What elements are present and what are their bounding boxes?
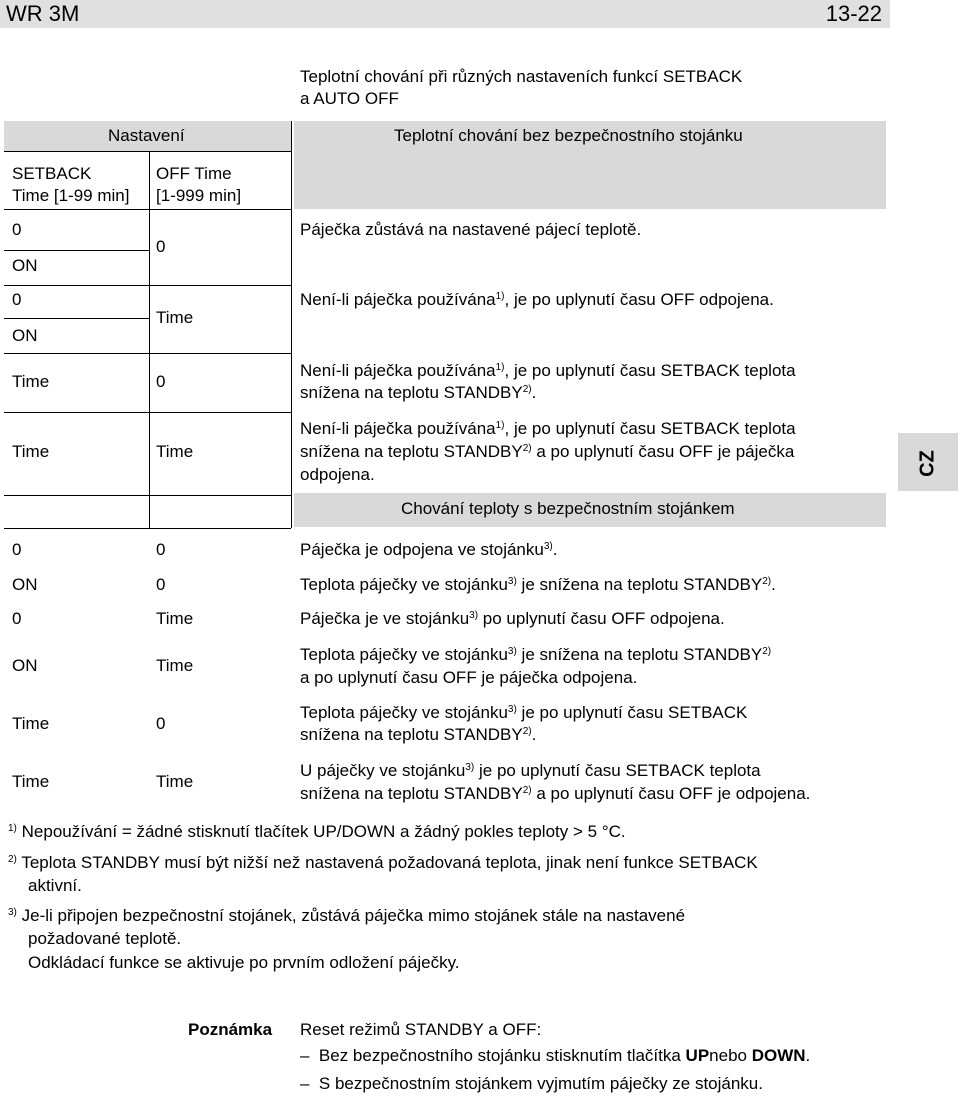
row1-offtime: 0 <box>156 237 166 256</box>
row4-text-line1: Není-li páječka používána$^{1)}$, je po uplynutí času SETBACK teplota <box>300 419 796 438</box>
footnote-1: $^{1)}$ Nepoužívání = žádné stisknutí tlačítek UP/DOWN a žádný pokles teploty > 5 °C. <box>8 822 626 841</box>
srow6-text-line2: snížena na teplotu STANDBY$^{2)}$ a po uplynutí času OFF je odpojena. <box>300 784 811 803</box>
grid-line <box>4 151 291 152</box>
row3-text-line1: Není-li páječka používána$^{1)}$, je po uplynutí času SETBACK teplota <box>300 361 796 380</box>
srow1-setback: 0 <box>12 540 22 559</box>
grid-line <box>4 209 291 210</box>
language-tab <box>898 433 958 491</box>
row3-setback: Time <box>12 372 50 391</box>
srow1-offtime: 0 <box>156 540 166 559</box>
row1-setback-b: ON <box>12 256 38 275</box>
page-header <box>0 0 890 28</box>
row2-setback-a: 0 <box>12 290 22 309</box>
grid-line <box>4 353 291 354</box>
srow1-text: Páječka je odpojena ve stojánku$^{3)}$. <box>300 540 558 559</box>
row2-setback-b: ON <box>12 326 38 345</box>
row3-text-line2: snížena na teplotu STANDBY$^{2)}$. <box>300 383 537 402</box>
grid-line <box>4 412 291 413</box>
setback-header-line1: SETBACK <box>12 164 92 183</box>
row4-offtime: Time <box>156 442 194 461</box>
page-number: 13-22 <box>825 1 882 26</box>
srow5-setback: Time <box>12 714 50 733</box>
srow3-offtime: Time <box>156 609 194 628</box>
srow2-text: Teplota páječky ve stojánku$^{3)}$ je snížena na teplotu STANDBY$^{2)}$. <box>300 575 776 594</box>
footnote-3-line3: Odkládací funkce se aktivuje po prvním odložení páječky. <box>28 953 460 972</box>
srow2-offtime: 0 <box>156 575 166 594</box>
srow5-offtime: 0 <box>156 714 166 733</box>
offtime-header-line1: OFF Time <box>156 164 232 183</box>
note-item-2: – S bezpečnostním stojánkem vyjmutím páječky ze stojánku. <box>300 1074 763 1093</box>
note-label: Poznámka <box>188 1020 273 1039</box>
language-tab-label: CZ <box>916 450 939 477</box>
row2-offtime: Time <box>156 308 194 327</box>
grid-line <box>4 495 291 496</box>
note-title: Reset režimů STANDBY a OFF: <box>300 1020 542 1039</box>
document-code: WR 3M <box>6 1 80 26</box>
srow4-text-line1: Teplota páječky ve stojánku$^{3)}$ je snížena na teplotu STANDBY$^{2)}$ <box>300 645 772 664</box>
grid-line <box>4 318 149 319</box>
srow6-offtime: Time <box>156 772 194 791</box>
footnote-2-line1: $^{2)}$ Teplota STANDBY musí být nižší než nastavená požadovaná teplota, jinak není funkce SETBACK <box>8 853 758 872</box>
row4-text-line2: snížena na teplotu STANDBY$^{2)}$ a po uplynutí času OFF je páječka <box>300 442 795 461</box>
srow3-setback: 0 <box>12 609 22 628</box>
srow5-text-line1: Teplota páječky ve stojánku$^{3)}$ je po uplynutí času SETBACK <box>300 703 748 722</box>
row4-setback: Time <box>12 442 50 461</box>
grid-line <box>291 121 292 528</box>
footnote-3-line1: $^{3)}$ Je-li připojen bezpečnostní stojánek, zůstává páječka mimo stojánek stále na nastavené <box>8 906 686 925</box>
grid-line <box>4 528 291 529</box>
behavior-header: Teplotní chování bez bezpečnostního stojánku <box>394 126 743 145</box>
srow4-text-line2: a po uplynutí času OFF je páječka odpojena. <box>300 668 638 687</box>
section-title-line2: a AUTO OFF <box>300 89 399 108</box>
grid-line <box>4 250 149 251</box>
row3-offtime: 0 <box>156 372 166 391</box>
offtime-header-line2: [1-999 min] <box>156 186 242 205</box>
footnote-3-line2: požadované teplotě. <box>28 929 182 948</box>
behavior-header-filler <box>294 151 886 209</box>
grid-line <box>149 151 150 528</box>
grid-line <box>4 285 291 286</box>
stand-header: Chování teploty s bezpečnostním stojánkem <box>401 499 735 518</box>
setback-header-line2: Time [1-99 min] <box>12 186 130 205</box>
srow6-setback: Time <box>12 772 50 791</box>
row1-text: Páječka zůstává na nastavené pájecí teplotě. <box>300 220 642 239</box>
note-item-1: – Bez bezpečnostního stojánku stisknutím tlačítka UPnebo DOWN. <box>300 1046 811 1065</box>
section-title-line1: Teplotní chování při různých nastaveních funkcí SETBACK <box>300 67 743 86</box>
srow4-setback: ON <box>12 656 38 675</box>
row1-setback-a: 0 <box>12 220 22 239</box>
srow6-text-line1: U páječky ve stojánku$^{3)}$ je po uplynutí času SETBACK teplota <box>300 761 761 780</box>
srow2-setback: ON <box>12 575 38 594</box>
srow5-text-line2: snížena na teplotu STANDBY$^{2)}$. <box>300 725 537 744</box>
footnote-2-line2: aktivní. <box>28 876 82 895</box>
settings-header: Nastavení <box>108 126 185 145</box>
row2-text: Není-li páječka používána$^{1)}$, je po uplynutí času OFF odpojena. <box>300 290 774 309</box>
srow4-offtime: Time <box>156 656 194 675</box>
row4-text-line3: odpojena. <box>300 465 375 484</box>
srow3-text: Páječka je ve stojánku$^{3)}$ po uplynutí času OFF odpojena. <box>300 609 725 628</box>
